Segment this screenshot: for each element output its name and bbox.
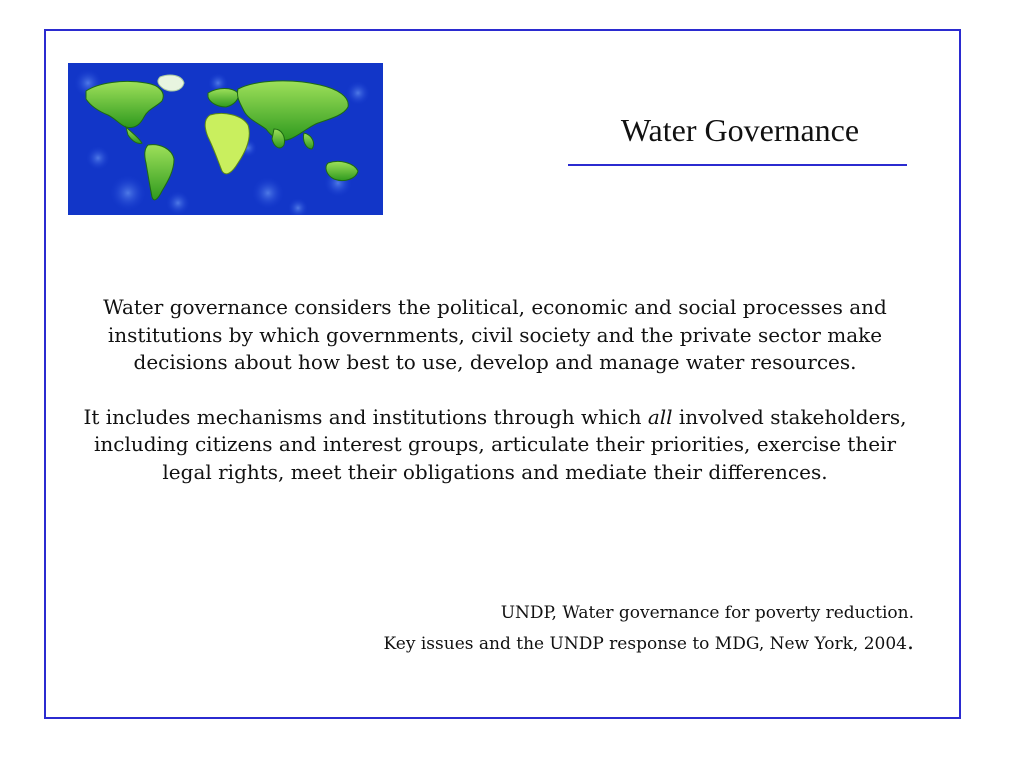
world-map-icon	[68, 63, 383, 215]
body-text	[70, 294, 920, 486]
citation-line-2	[384, 628, 914, 659]
citation-line-2-text: Key issues and the UNDP response to MDG, New York, 2004	[383, 634, 907, 654]
paragraph-mechanisms	[70, 404, 920, 487]
citation	[384, 598, 914, 659]
citation-period: .	[907, 630, 914, 655]
title-underline	[568, 164, 907, 166]
emphasis-all: all	[647, 404, 673, 429]
citation-line-1: UNDP, Water governance for poverty reduction.	[500, 603, 914, 623]
slide-title: Water Governance	[620, 112, 860, 148]
paragraph-definition: Water governance considers the political, economic and social processes and institutions by which governments, civil society and the private sector make decisions about how best to use, develop and manage water resources.	[103, 295, 887, 374]
paragraph-mechanisms-start: It includes mechanisms and institutions through which	[83, 404, 648, 429]
paragraph-mechanisms-end: involved stakeholders, including citizens and interest groups, articulate their priorities, exercise their legal rights, meet their obligations and mediate their differences.	[93, 404, 907, 484]
